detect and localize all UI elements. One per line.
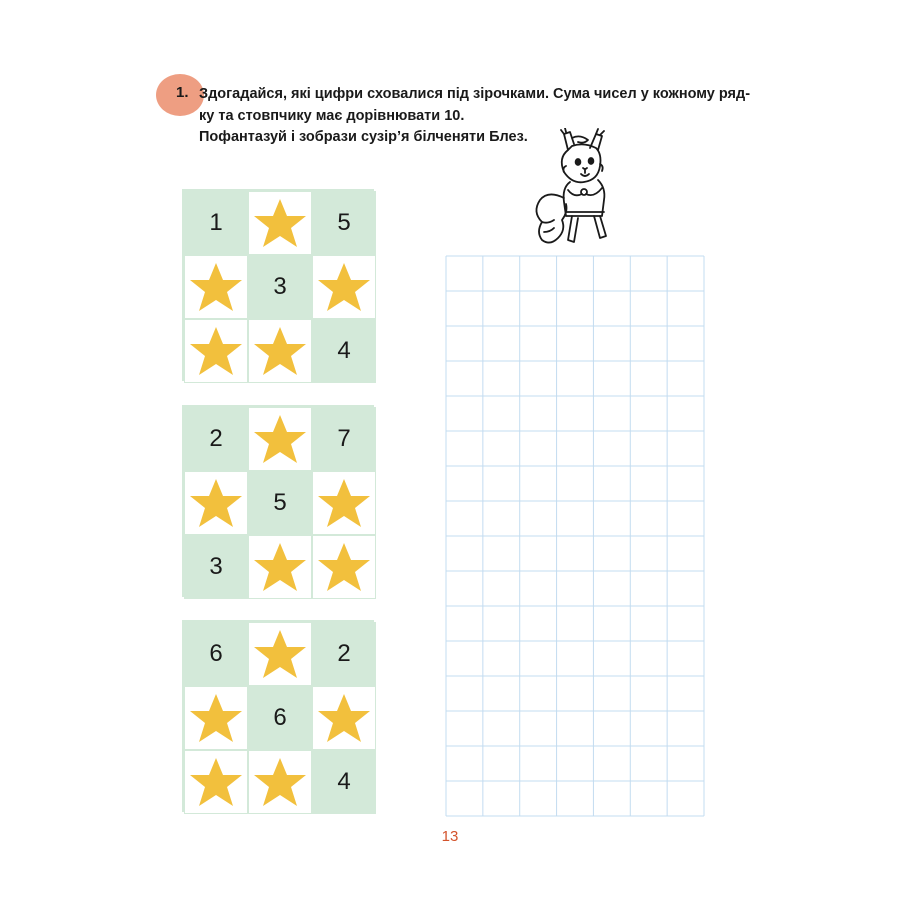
star-icon [188,260,244,314]
star-icon [316,540,372,594]
star-icon [188,755,244,809]
number-cell: 4 [312,319,376,383]
task-number: 1. [176,84,189,101]
star-icon [188,476,244,530]
star-cell [184,319,248,383]
number-cell: 7 [312,407,376,471]
star-cell [312,535,376,599]
star-cell [248,407,312,471]
number-cell: 4 [312,750,376,814]
star-icon [252,540,308,594]
star-cell [312,255,376,319]
star-cell [248,750,312,814]
star-icon [252,412,308,466]
page-number: 13 [441,828,459,845]
number-cell: 6 [184,622,248,686]
number-cell: 1 [184,191,248,255]
star-cell [184,471,248,535]
number-cell: 2 [312,622,376,686]
star-cell [312,471,376,535]
puzzle-grid-2 [182,405,374,597]
star-cell [248,535,312,599]
star-icon [316,476,372,530]
number-cell: 5 [312,191,376,255]
graph-paper [445,255,705,817]
star-icon [252,627,308,681]
star-cell [248,622,312,686]
star-cell [184,255,248,319]
star-cell [184,750,248,814]
star-cell [248,319,312,383]
star-cell [248,191,312,255]
star-icon [252,196,308,250]
puzzle-grid-3 [182,620,374,812]
star-cell [312,686,376,750]
squirrel-icon [528,128,620,257]
star-icon [188,691,244,745]
number-cell: 3 [184,535,248,599]
star-icon [316,691,372,745]
star-icon [188,324,244,378]
number-cell: 2 [184,407,248,471]
number-cell: 3 [248,255,312,319]
star-cell [184,686,248,750]
instruction-line: ку та стовпчику має дорівнювати 10. [199,107,465,124]
instruction-line: Пофантазуй і зобрази сузір’я білченяти Блез. [199,129,528,145]
puzzle-grid-1 [182,189,374,381]
star-icon [252,755,308,809]
star-icon [316,260,372,314]
instruction-line: Здогадайся, які цифри сховалися під зірочками. Сума чисел у кожному ряд- [199,86,751,102]
number-cell: 6 [248,686,312,750]
star-icon [252,324,308,378]
task-instructions [199,84,751,149]
number-cell: 5 [248,471,312,535]
